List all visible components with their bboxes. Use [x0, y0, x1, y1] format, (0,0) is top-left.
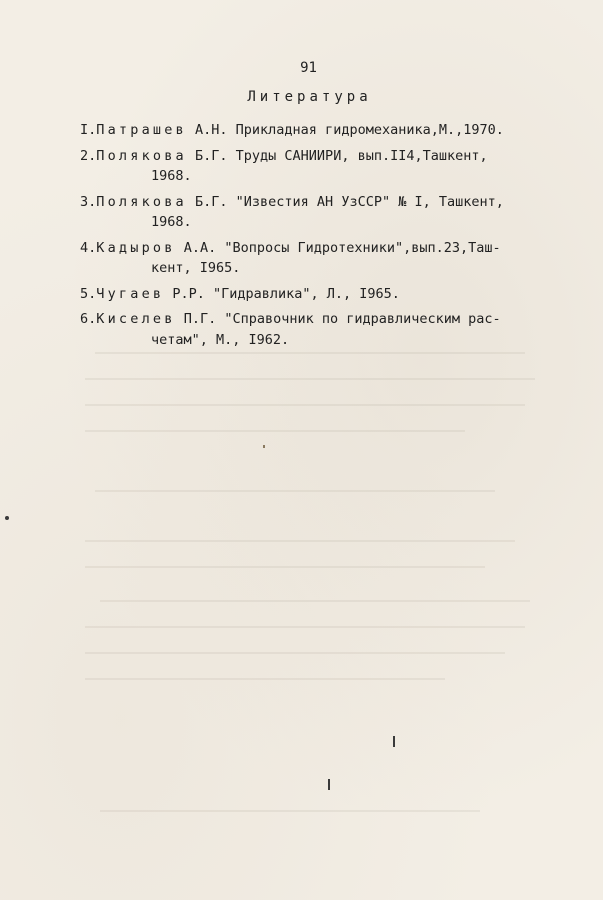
reference-list [80, 120, 560, 355]
bleed-through-line [85, 566, 485, 568]
bleed-through-line [85, 540, 515, 542]
page-number: 91 [300, 60, 317, 76]
reference-text: Б.Г. Труды САНИИРИ, вып.II4,Ташкент, [186, 147, 488, 164]
references-heading: Литература [247, 89, 372, 105]
reference-continuation: 1968. [151, 214, 192, 230]
reference-item [80, 120, 560, 141]
reference-number: 3. [80, 193, 97, 210]
reference-author: Чугаев [96, 285, 165, 302]
reference-item [80, 238, 560, 279]
reference-item [80, 284, 560, 305]
reference-number: 4. [80, 239, 97, 256]
reference-number: 2. [80, 147, 97, 164]
reference-item [80, 309, 560, 350]
reference-text: А.А. "Вопросы Гидротехники",вып.23,Таш- [175, 239, 501, 256]
reference-number: 6. [80, 311, 97, 327]
reference-author: Кадыров [96, 239, 176, 256]
bleed-through-line [85, 378, 535, 380]
scan-speck [393, 736, 395, 747]
bleed-through-line [85, 430, 465, 432]
reference-text: Р.Р. "Гидравлика", Л., I965. [164, 285, 400, 302]
reference-item [80, 146, 560, 187]
bleed-through-line [95, 490, 495, 492]
reference-text: А.Н. Прикладная гидромеханика,М.,1970. [186, 122, 504, 138]
scan-speck [328, 779, 330, 790]
reference-item [80, 192, 560, 233]
reference-number: I. [80, 122, 97, 138]
reference-continuation: 1968. [151, 168, 192, 184]
reference-author: Патрашев [96, 122, 187, 138]
bleed-through-line [100, 810, 480, 812]
reference-author: Полякова [96, 193, 187, 210]
bleed-through-line [85, 652, 505, 654]
bleed-through-line [85, 678, 445, 680]
reference-text: П.Г. "Справочник по гидравлическим рас- [175, 311, 501, 327]
reference-number: 5. [80, 285, 97, 302]
scan-speck [5, 516, 9, 520]
bleed-through-line [85, 404, 525, 406]
reference-continuation: четам", М., I962. [151, 331, 290, 348]
bleed-through-line [85, 626, 525, 628]
bleed-through-line [100, 600, 530, 602]
reference-continuation: кент, I965. [151, 260, 241, 276]
reference-author: Киселев [96, 311, 176, 327]
scan-speck [263, 445, 265, 448]
reference-author: Полякова [96, 147, 187, 164]
reference-text: Б.Г. "Известия АН УзССР" № I, Ташкент, [186, 193, 504, 210]
